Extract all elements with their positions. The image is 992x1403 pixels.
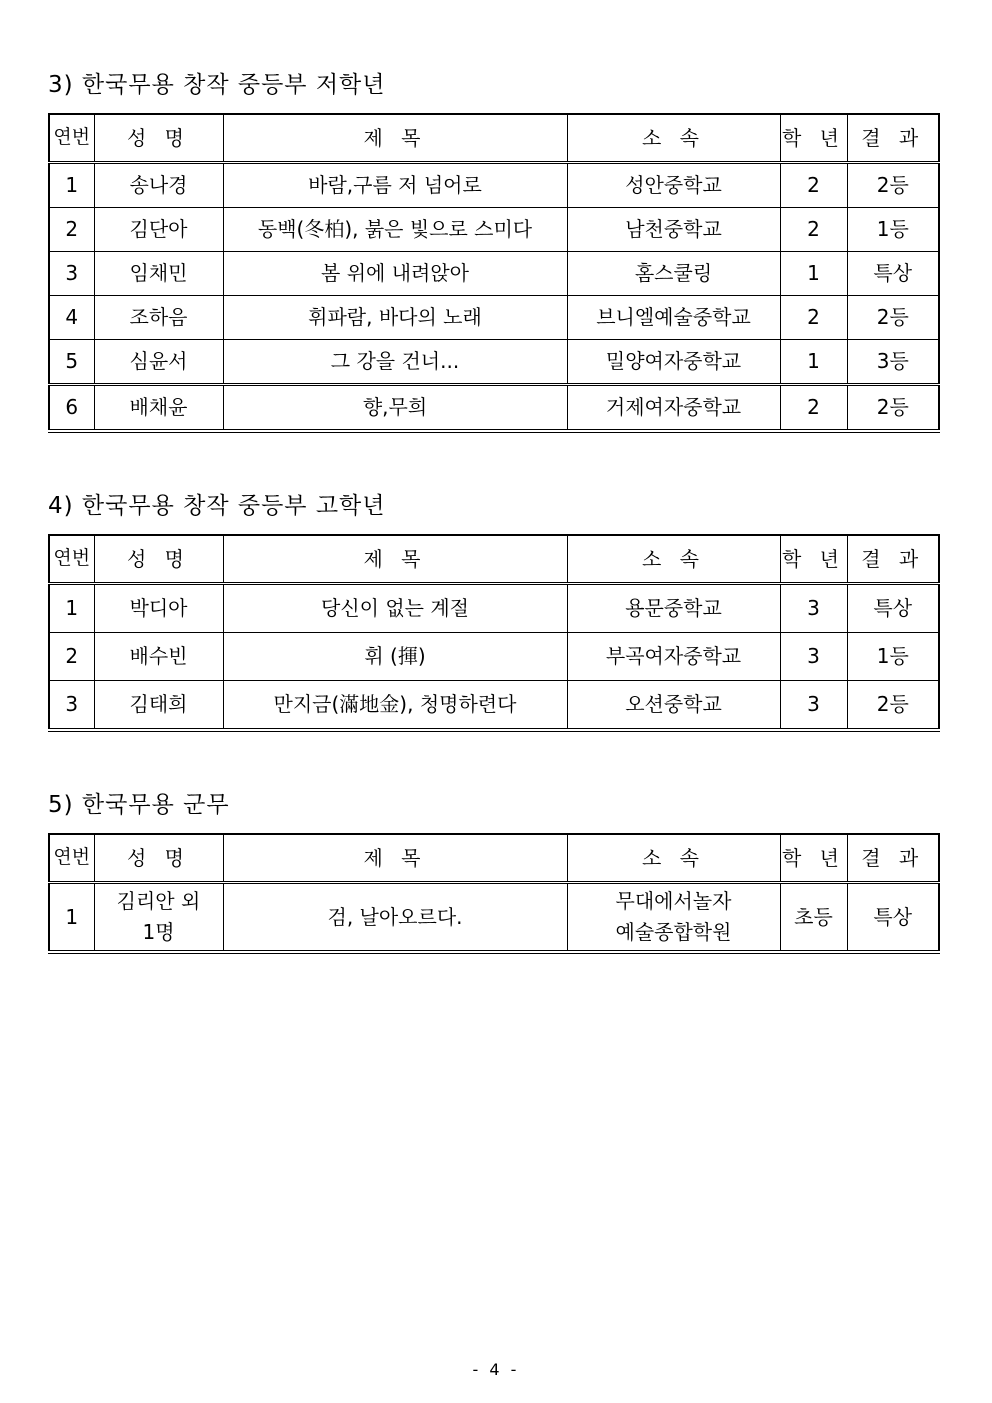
header-name: 성 명 — [94, 834, 223, 883]
cell-name-line1: 김리안 외 — [116, 889, 201, 913]
cell-school: 부곡여자중학교 — [567, 633, 780, 681]
cell-title: 바람,구름 저 넘어로 — [223, 163, 567, 208]
results-table-group-dance — [48, 833, 940, 954]
cell-no: 2 — [49, 633, 94, 681]
header-school: 소 속 — [567, 114, 780, 163]
table-row — [49, 340, 939, 385]
cell-name: 배채윤 — [94, 385, 223, 432]
cell-grade: 2 — [780, 163, 847, 208]
header-no: 연번 — [49, 114, 94, 163]
cell-school: 오션중학교 — [567, 681, 780, 731]
table-header-row — [49, 535, 939, 584]
cell-school: 거제여자중학교 — [567, 385, 780, 432]
cell-grade: 3 — [780, 633, 847, 681]
cell-grade: 1 — [780, 252, 847, 296]
table-row — [49, 163, 939, 208]
cell-name: 박디아 — [94, 584, 223, 633]
cell-school-line2: 예술종합학원 — [615, 920, 732, 944]
cell-title: 그 강을 건너... — [223, 340, 567, 385]
header-no: 연번 — [49, 834, 94, 883]
header-grade: 학 년 — [780, 834, 847, 883]
cell-no: 6 — [49, 385, 94, 432]
page-number: - 4 - — [472, 1360, 520, 1379]
cell-result: 특상 — [847, 584, 939, 633]
cell-result: 2등 — [847, 681, 939, 731]
cell-result: 2등 — [847, 163, 939, 208]
section-title-middle-lower: 3) 한국무용 창작 중등부 저학년 — [48, 72, 386, 98]
cell-result: 3등 — [847, 340, 939, 385]
cell-result: 1등 — [847, 633, 939, 681]
cell-school: 남천중학교 — [567, 208, 780, 252]
cell-no: 1 — [49, 584, 94, 633]
cell-no: 4 — [49, 296, 94, 340]
cell-school-line1: 무대에서놀자 — [615, 889, 732, 913]
header-title: 제 목 — [223, 114, 567, 163]
header-name: 성 명 — [94, 535, 223, 584]
cell-school — [567, 883, 780, 953]
cell-title: 향,무희 — [223, 385, 567, 432]
table-header-row — [49, 834, 939, 883]
header-result: 결 과 — [847, 535, 939, 584]
cell-name: 배수빈 — [94, 633, 223, 681]
cell-title: 만지금(滿地金), 청명하련다 — [223, 681, 567, 731]
cell-grade: 2 — [780, 208, 847, 252]
results-table-middle-upper — [48, 534, 940, 732]
cell-grade: 1 — [780, 340, 847, 385]
table-row — [49, 385, 939, 432]
cell-title: 휘 (揮) — [223, 633, 567, 681]
cell-no: 1 — [49, 163, 94, 208]
cell-name: 조하음 — [94, 296, 223, 340]
cell-title: 검, 날아오르다. — [223, 883, 567, 953]
cell-result: 특상 — [847, 883, 939, 953]
cell-name — [94, 883, 223, 953]
header-school: 소 속 — [567, 834, 780, 883]
header-result: 결 과 — [847, 114, 939, 163]
header-name: 성 명 — [94, 114, 223, 163]
cell-grade: 3 — [780, 584, 847, 633]
cell-result: 특상 — [847, 252, 939, 296]
cell-grade: 2 — [780, 296, 847, 340]
table-row — [49, 208, 939, 252]
header-grade: 학 년 — [780, 114, 847, 163]
cell-title: 당신이 없는 계절 — [223, 584, 567, 633]
table-row — [49, 584, 939, 633]
cell-result: 2등 — [847, 296, 939, 340]
table-row — [49, 883, 939, 953]
cell-name: 심윤서 — [94, 340, 223, 385]
cell-no: 5 — [49, 340, 94, 385]
cell-grade: 초등 — [780, 883, 847, 953]
cell-grade: 3 — [780, 681, 847, 731]
table-row — [49, 633, 939, 681]
cell-name-line2: 1명 — [142, 920, 175, 944]
cell-title: 동백(冬柏), 붉은 빛으로 스미다 — [223, 208, 567, 252]
cell-result: 1등 — [847, 208, 939, 252]
header-school: 소 속 — [567, 535, 780, 584]
header-no: 연번 — [49, 535, 94, 584]
cell-title: 봄 위에 내려앉아 — [223, 252, 567, 296]
results-table-middle-lower — [48, 113, 940, 433]
cell-name: 송나경 — [94, 163, 223, 208]
cell-school: 성안중학교 — [567, 163, 780, 208]
cell-title: 휘파람, 바다의 노래 — [223, 296, 567, 340]
section-title-middle-upper: 4) 한국무용 창작 중등부 고학년 — [48, 493, 386, 519]
section-title-group-dance: 5) 한국무용 군무 — [48, 792, 230, 818]
table-row — [49, 296, 939, 340]
cell-no: 3 — [49, 252, 94, 296]
table-row — [49, 681, 939, 731]
cell-school: 밀양여자중학교 — [567, 340, 780, 385]
header-title: 제 목 — [223, 834, 567, 883]
header-grade: 학 년 — [780, 535, 847, 584]
cell-name: 임채민 — [94, 252, 223, 296]
cell-school: 용문중학교 — [567, 584, 780, 633]
cell-name: 김태희 — [94, 681, 223, 731]
header-result: 결 과 — [847, 834, 939, 883]
cell-no: 2 — [49, 208, 94, 252]
cell-name: 김단아 — [94, 208, 223, 252]
header-title: 제 목 — [223, 535, 567, 584]
cell-grade: 2 — [780, 385, 847, 432]
cell-no: 1 — [49, 883, 94, 953]
cell-school: 홈스쿨링 — [567, 252, 780, 296]
cell-result: 2등 — [847, 385, 939, 432]
table-row — [49, 252, 939, 296]
cell-school: 브니엘예술중학교 — [567, 296, 780, 340]
cell-no: 3 — [49, 681, 94, 731]
table-header-row — [49, 114, 939, 163]
